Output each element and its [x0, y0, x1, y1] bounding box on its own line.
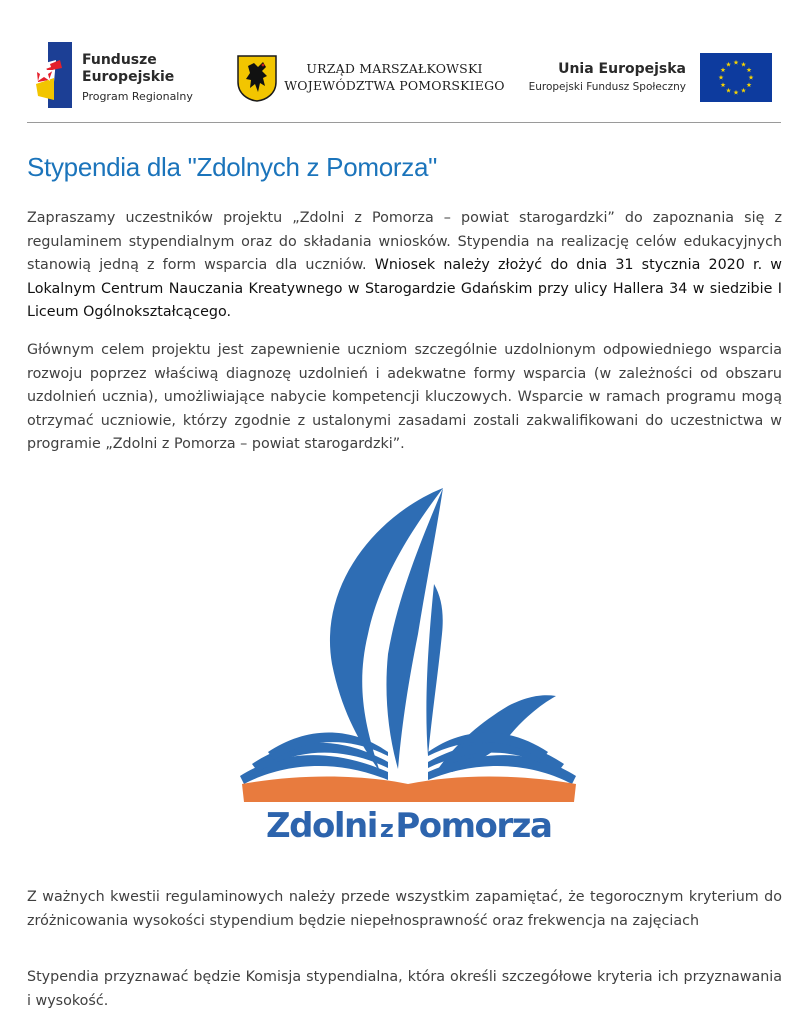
logo-word-pomorza: Pomorza: [395, 806, 552, 846]
paragraph-invitation: [27, 207, 782, 325]
eu-flag-icon: [700, 53, 772, 102]
invitation-text: Zapraszamy uczestników projektu „Zdolni z Pomorza – powiat starogardzki” do zapoznania się z regulaminem stypendialnym oraz do składania wniosków. Stypendia na realizację celów edukacyjnych stanowią jedną z form wsparcia dla uczniów.: [27, 210, 782, 273]
page-title: Stypendia dla "Zdolnych z Pomorza": [27, 152, 438, 182]
logo-wordmark: [266, 806, 566, 849]
deadline-text: Wniosek należy złożyć do dnia 31 stycznia 2020 r. w Lokalnym Centrum Nauczania Kreatywnego w Starogardzie Gdańskim przy ulicy Hallera 34 w siedzibie I Liceum Ogólnokształcącego.: [27, 257, 782, 320]
sailboat-book-logo-icon: [238, 484, 580, 846]
um-line2: WOJEWÓDZTWA POMORSKIEGO: [284, 78, 505, 93]
paragraph-project-goal: Głównym celem projektu jest zapewnienie uczniom szczególnie uzdolnionym odpowiedniego wsparcia rozwoju poprzez właściwą diagnozę uzdolnień i adekwatne formy wsparcia (w zależności od obszaru uzdolnień ucznia), umożliwiające nabycie kompetencji kluczowych. Wsparcie w ramach programu mogą otrzymać uczniowie, którzy zgodnie z ustalonymi zasadami zostali zakwalifikowani do uczestnictwa w programie „Zdolni z Pomorza – powiat starogardzki”.: [27, 342, 782, 452]
logo-word-z: z: [379, 815, 393, 843]
header-divider: [27, 122, 781, 123]
fundusze-europejskie-logo-icon: [34, 42, 74, 108]
fe-line3: Program Regionalny: [82, 90, 193, 103]
fe-line2: Europejskie: [82, 69, 175, 85]
paragraph-criteria: Z ważnych kwestii regulaminowych należy przede wszystkim zapamiętać, że tegorocznym kryterium do zróżnicowania wysokości stypendium będzie niepełnosprawność oraz frekwencja na zajęciach: [27, 889, 782, 929]
pomorskie-griffin-crest-icon: [236, 54, 278, 102]
um-line1: URZĄD MARSZAŁKOWSKI: [306, 61, 483, 76]
paragraph-commission: Stypendia przyznawać będzie Komisja stypendialna, która określi szczegółowe kryteria ich przyznawania i wysokość.: [27, 969, 782, 1009]
page-header: [0, 0, 805, 124]
zdolni-z-pomorza-logo: [238, 484, 580, 846]
fe-line1: Fundusze: [82, 52, 157, 68]
logo-word-zdolni: Zdolni: [266, 806, 377, 846]
unia-europejska-text: [520, 60, 686, 96]
ue-line2: Europejski Fundusz Społeczny: [528, 81, 686, 93]
urzad-marszalkowski-text: [282, 60, 507, 94]
ue-line1: Unia Europejska: [558, 61, 686, 77]
fundusze-europejskie-text: [82, 52, 193, 105]
